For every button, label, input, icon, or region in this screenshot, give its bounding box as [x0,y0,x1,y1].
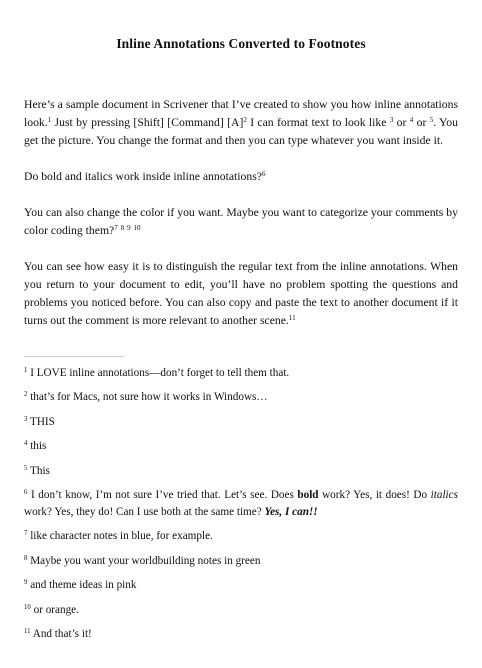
paragraph-text: I can format text to look like [246,116,390,129]
footnote-8 [24,553,458,570]
footnote-number: 3 [24,415,28,423]
footnote-ref[interactable]: 8 [120,224,125,232]
footnote-text: like character notes in blue, for example. [30,530,213,543]
footnote-ref[interactable]: 10 [133,224,141,232]
footnote-bold-word: bold [297,488,319,501]
paragraph-1 [24,96,458,150]
paragraph-3 [24,204,458,240]
footnotes-list [24,365,458,643]
footnote-text: THIS [30,415,55,428]
footnote-italic-word: italics [430,488,458,501]
footnote-number: 1 [24,367,28,374]
footnote-divider [24,356,124,357]
footnote-ref[interactable]: 11 [288,314,296,322]
footnote-7 [24,528,458,545]
footnote-ref[interactable]: 4 [409,116,414,124]
paragraph-text: Here’s a sample document in Scrivener that I’ve created to show you how inline annotations look. [24,98,458,129]
footnote-3 [24,414,458,431]
footnote-text: work? Yes, they do! Can I use both at the same time? [24,505,265,518]
footnote-number: 4 [24,440,28,448]
footnote-ref[interactable]: 6 [261,170,266,178]
paragraph-text: You can see how easy it is to distinguish the regular text from the inline annotations. When you return to your document to edit, you’ll have no problem spotting the questions and problems you noticed before. You can also copy and paste the text to another document if it turns out the comment is more relevant to another scene. [24,260,458,327]
footnote-ref[interactable]: 7 [114,224,118,232]
footnote-5 [24,463,458,480]
footnote-number: 9 [24,579,28,587]
paragraph-text: Do bold and italics work inside inline annotations? [24,170,262,183]
paragraph-text: . You get the picture. You change the format and then you can type whatever you want inside it. [24,116,458,147]
footnote-text: that’s for Macs, not sure how it works in Windows… [30,391,268,404]
footnote-ref[interactable]: 2 [243,116,247,124]
footnote-text: This [30,464,50,477]
paragraph-4 [24,258,458,330]
footnote-text: Maybe you want your worldbuilding notes in green [30,554,261,567]
footnote-number: 5 [24,464,28,472]
footnote-11 [24,626,458,643]
footnote-text: or orange. [33,603,79,616]
footnote-text: And that’s it! [32,627,92,640]
paragraph-text: or [393,116,410,129]
document-title: Inline Annotations Converted to Footnotes [116,36,366,51]
paragraph-2 [24,168,458,186]
footnote-number: 8 [24,554,28,562]
footnote-number: 11 [24,627,31,635]
footnote-1 [24,365,458,382]
footnote-10 [24,602,458,619]
footnote-2 [24,389,458,406]
footnote-4 [24,438,458,455]
footnote-text: work? Yes, it does! Do [318,488,431,501]
footnote-text: and theme ideas in pink [30,579,137,592]
footnote-number: 7 [24,530,28,538]
footnote-ref[interactable]: 1 [47,116,52,124]
paragraph-text: Just by pressing [Shift] [Command] [A] [51,116,244,129]
paragraph-text: You can also change the color if you want. Maybe you want to categorize your comments by color coding them? [24,206,458,237]
footnote-number: 2 [24,391,28,399]
footnote-6 [24,487,458,521]
footnote-text: this [30,440,47,453]
footnote-ref[interactable]: 3 [389,116,394,124]
footnote-bold-italic-text: Yes, I can!! [264,505,318,518]
footnote-text: I LOVE inline annotations—don’t forget to tell them that. [30,367,290,379]
footnote-text: I don’t know, I’m not sure I’ve tried that. Let’s see. Does [30,488,298,501]
footnote-number: 6 [24,488,28,496]
footnote-9 [24,577,458,594]
paragraph-text: or [413,116,430,129]
footnote-number: 10 [24,603,31,611]
footnote-ref[interactable]: 9 [127,224,131,232]
footnote-ref[interactable]: 5 [429,116,434,124]
